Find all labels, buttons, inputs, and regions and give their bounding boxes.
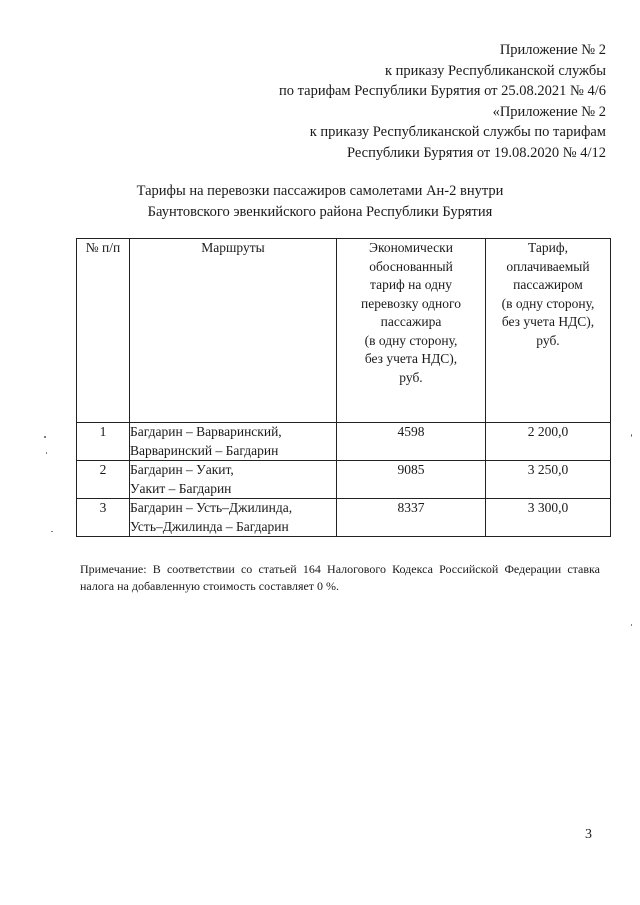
row-economic-tariff: 4598 bbox=[337, 423, 486, 461]
header-paid-line: руб. bbox=[536, 332, 560, 348]
row-number: 2 bbox=[77, 461, 130, 499]
header-line: по тарифам Республики Бурятия от 25.08.2021 № 4/6 bbox=[278, 83, 606, 99]
route-line: Усть–Джилинда – Багдарин bbox=[130, 518, 289, 534]
route-line: Багдарин – Варваринский, bbox=[130, 424, 282, 439]
header-paid-tariff bbox=[486, 239, 611, 423]
row-route bbox=[130, 499, 337, 537]
title-line: Тарифы на перевозки пассажиров самолетами Ан-2 внутри bbox=[136, 183, 504, 199]
header-economic-line: без учета НДС), bbox=[364, 351, 458, 366]
header-economic-line: пассажира bbox=[380, 314, 442, 329]
appendix-header bbox=[279, 40, 606, 163]
route-line: Уакит – Багдарин bbox=[130, 480, 232, 496]
document-title bbox=[0, 181, 640, 223]
scan-speck bbox=[51, 531, 53, 532]
title-line: Баунтовского эвенкийского района Республики Бурятия bbox=[147, 204, 493, 220]
table-row bbox=[77, 499, 611, 537]
route-line: Варваринский – Багдарин bbox=[130, 442, 279, 458]
row-route bbox=[130, 423, 337, 461]
scan-speck bbox=[44, 436, 46, 438]
header-routes: Маршруты bbox=[130, 239, 337, 423]
page-number: 3 bbox=[585, 827, 592, 842]
tax-note: Примечание: В соответствии со статьей 164 Налогового Кодекса Российской Федерации ставка налога на добавленную стоимость составляет 0 %. bbox=[80, 562, 600, 593]
row-number: 1 bbox=[77, 423, 130, 461]
row-paid-tariff: 3 250,0 bbox=[486, 461, 611, 499]
header-line: Приложение № 2 bbox=[499, 42, 606, 58]
table-row bbox=[77, 461, 611, 499]
header-economic-line: обоснованный bbox=[369, 258, 453, 274]
header-paid-line: пассажиром bbox=[513, 277, 583, 292]
header-line: к приказу Республиканской службы по тарифам bbox=[309, 124, 606, 140]
row-number: 3 bbox=[77, 499, 130, 537]
row-economic-tariff: 8337 bbox=[337, 499, 486, 537]
table-row bbox=[77, 423, 611, 461]
scan-speck bbox=[631, 434, 632, 437]
header-economic-line: Экономически bbox=[369, 240, 453, 255]
scan-speck bbox=[631, 624, 632, 626]
route-line: Багдарин – Уакит, bbox=[130, 462, 234, 477]
header-paid-line: без учета НДС), bbox=[501, 314, 595, 329]
header-economic-line: тариф на одну bbox=[370, 277, 452, 292]
header-economic-line: перевозку одного bbox=[361, 295, 461, 311]
table-header-row bbox=[77, 239, 611, 423]
header-paid-line: Тариф, bbox=[528, 240, 568, 255]
header-line: к приказу Республиканской службы bbox=[384, 62, 606, 79]
header-economic-tariff bbox=[337, 239, 486, 423]
route-line: Багдарин – Усть–Джилинда, bbox=[130, 500, 293, 515]
row-paid-tariff: 2 200,0 bbox=[486, 423, 611, 461]
header-number: № п/п bbox=[77, 239, 130, 423]
header-line: Республики Бурятия от 19.08.2020 № 4/12 bbox=[346, 144, 606, 161]
header-line: «Приложение № 2 bbox=[492, 103, 606, 120]
header-paid-line: оплачиваемый bbox=[506, 258, 590, 274]
header-paid-line: (в одну сторону, bbox=[501, 295, 595, 311]
tariff-table bbox=[76, 238, 611, 537]
row-paid-tariff: 3 300,0 bbox=[486, 499, 611, 537]
row-route bbox=[130, 461, 337, 499]
header-economic-line: (в одну сторону, bbox=[364, 332, 458, 348]
header-economic-line: руб. bbox=[399, 369, 423, 385]
scan-speck bbox=[46, 452, 47, 454]
row-economic-tariff: 9085 bbox=[337, 461, 486, 499]
